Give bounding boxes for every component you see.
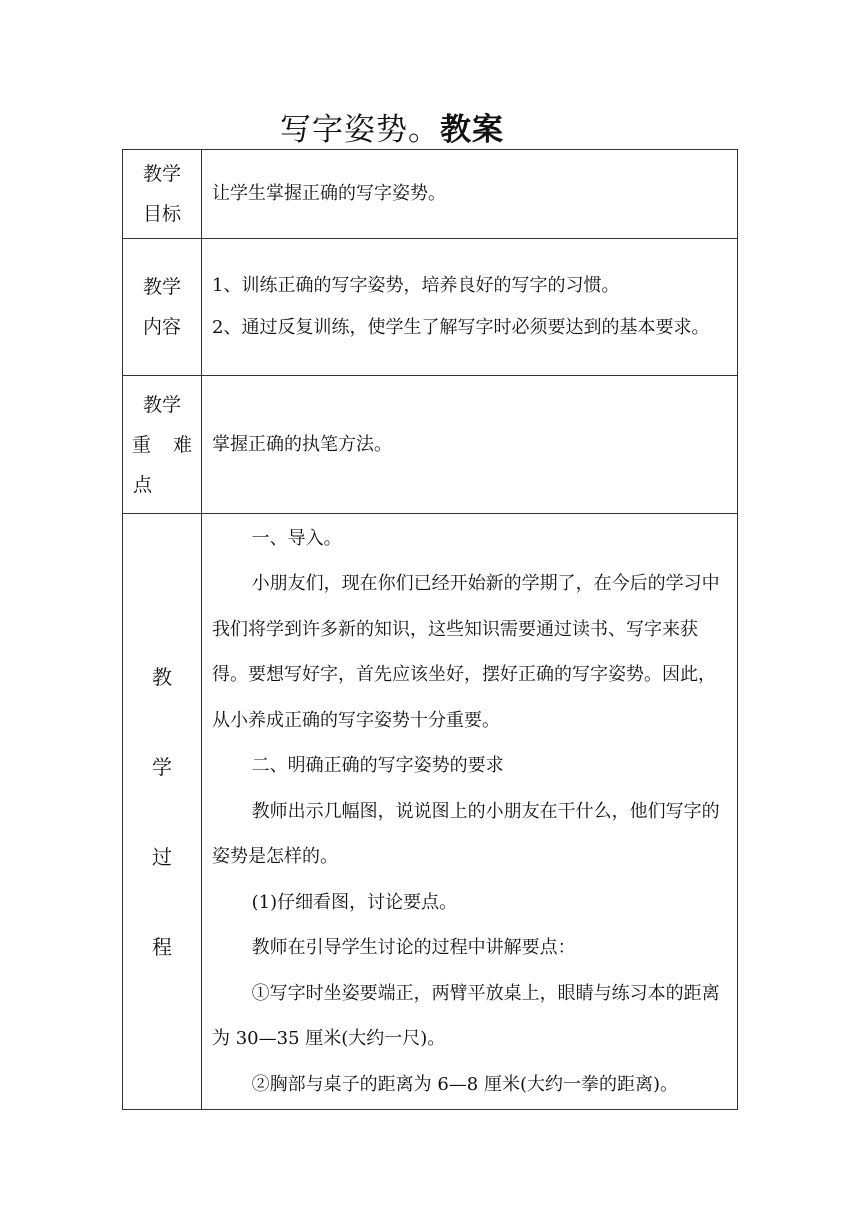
row-label-content [123,239,202,376]
content-paragraph: 2、通过反复训练，使学生了解写字时必须要达到的基本要求。 [212,317,710,338]
document-title [0,104,784,149]
label-line: 点 [133,473,153,496]
label-line: 目标 [142,203,181,225]
label-line: 教学 [142,163,181,185]
label-line: 内容 [142,316,181,338]
content-paragraph: 掌握正确的执笔方法。 [212,433,392,455]
label-line: 教学 [142,276,181,298]
table-row-goal [123,150,738,239]
row-content-goal [202,150,738,239]
content-paragraph: 一、导入。 [251,527,342,549]
row-label-goal [123,150,202,239]
content-paragraph: 让学生掌握正确的写字姿势。 [212,183,446,204]
label-line: 过 [152,844,172,869]
title-main: 写字姿势。 [280,112,440,148]
table-row-content [123,239,738,376]
lesson-plan-table [122,149,738,1110]
label-line: 学 [152,754,172,779]
row-label-difficulty [123,376,214,514]
content-paragraph: ②胸部与桌子的距离为 6—8 厘米(大约一拳的距离)。 [251,1073,678,1095]
table-row-difficulty [123,376,738,514]
row-label-process [123,514,202,1110]
row-content-content [202,239,738,376]
content-paragraph: 教师出示几幅图，说说图上的小朋友在干什么，他们写字的姿势是怎样的。 [212,800,720,868]
table-row-process [123,514,738,1110]
label-line: 教学 [142,393,181,416]
row-content-process [202,514,738,1110]
content-paragraph: 小朋友们，现在你们已经开始新的学期了，在今后的学习中我们将学到许多新的知识，这些知识需要通过读书、写字来获得。要想写好字，首先应该坐好，摆好正确的写字姿势。因此，从小养成正确的写字姿势十分重要。 [212,573,720,731]
title-bold: 教案 [440,112,504,148]
row-content-difficulty [202,376,738,514]
content-paragraph: 1、训练正确的写字姿势，培养良好的写字的习惯。 [212,275,620,296]
content-paragraph: 二、明确正确的写字姿势的要求 [251,755,504,777]
content-paragraph: ①写字时坐姿要端正，两臂平放桌上，眼睛与练习本的距离为 30—35 厘米(大约一尺)。 [212,982,720,1050]
label-line: 重难 [131,433,214,456]
content-paragraph: (1)仔细看图，讨论要点。 [251,891,458,913]
content-paragraph: 教师在引导学生讨论的过程中讲解要点： [251,937,576,959]
label-line: 程 [152,934,172,959]
label-line: 教 [152,664,172,689]
